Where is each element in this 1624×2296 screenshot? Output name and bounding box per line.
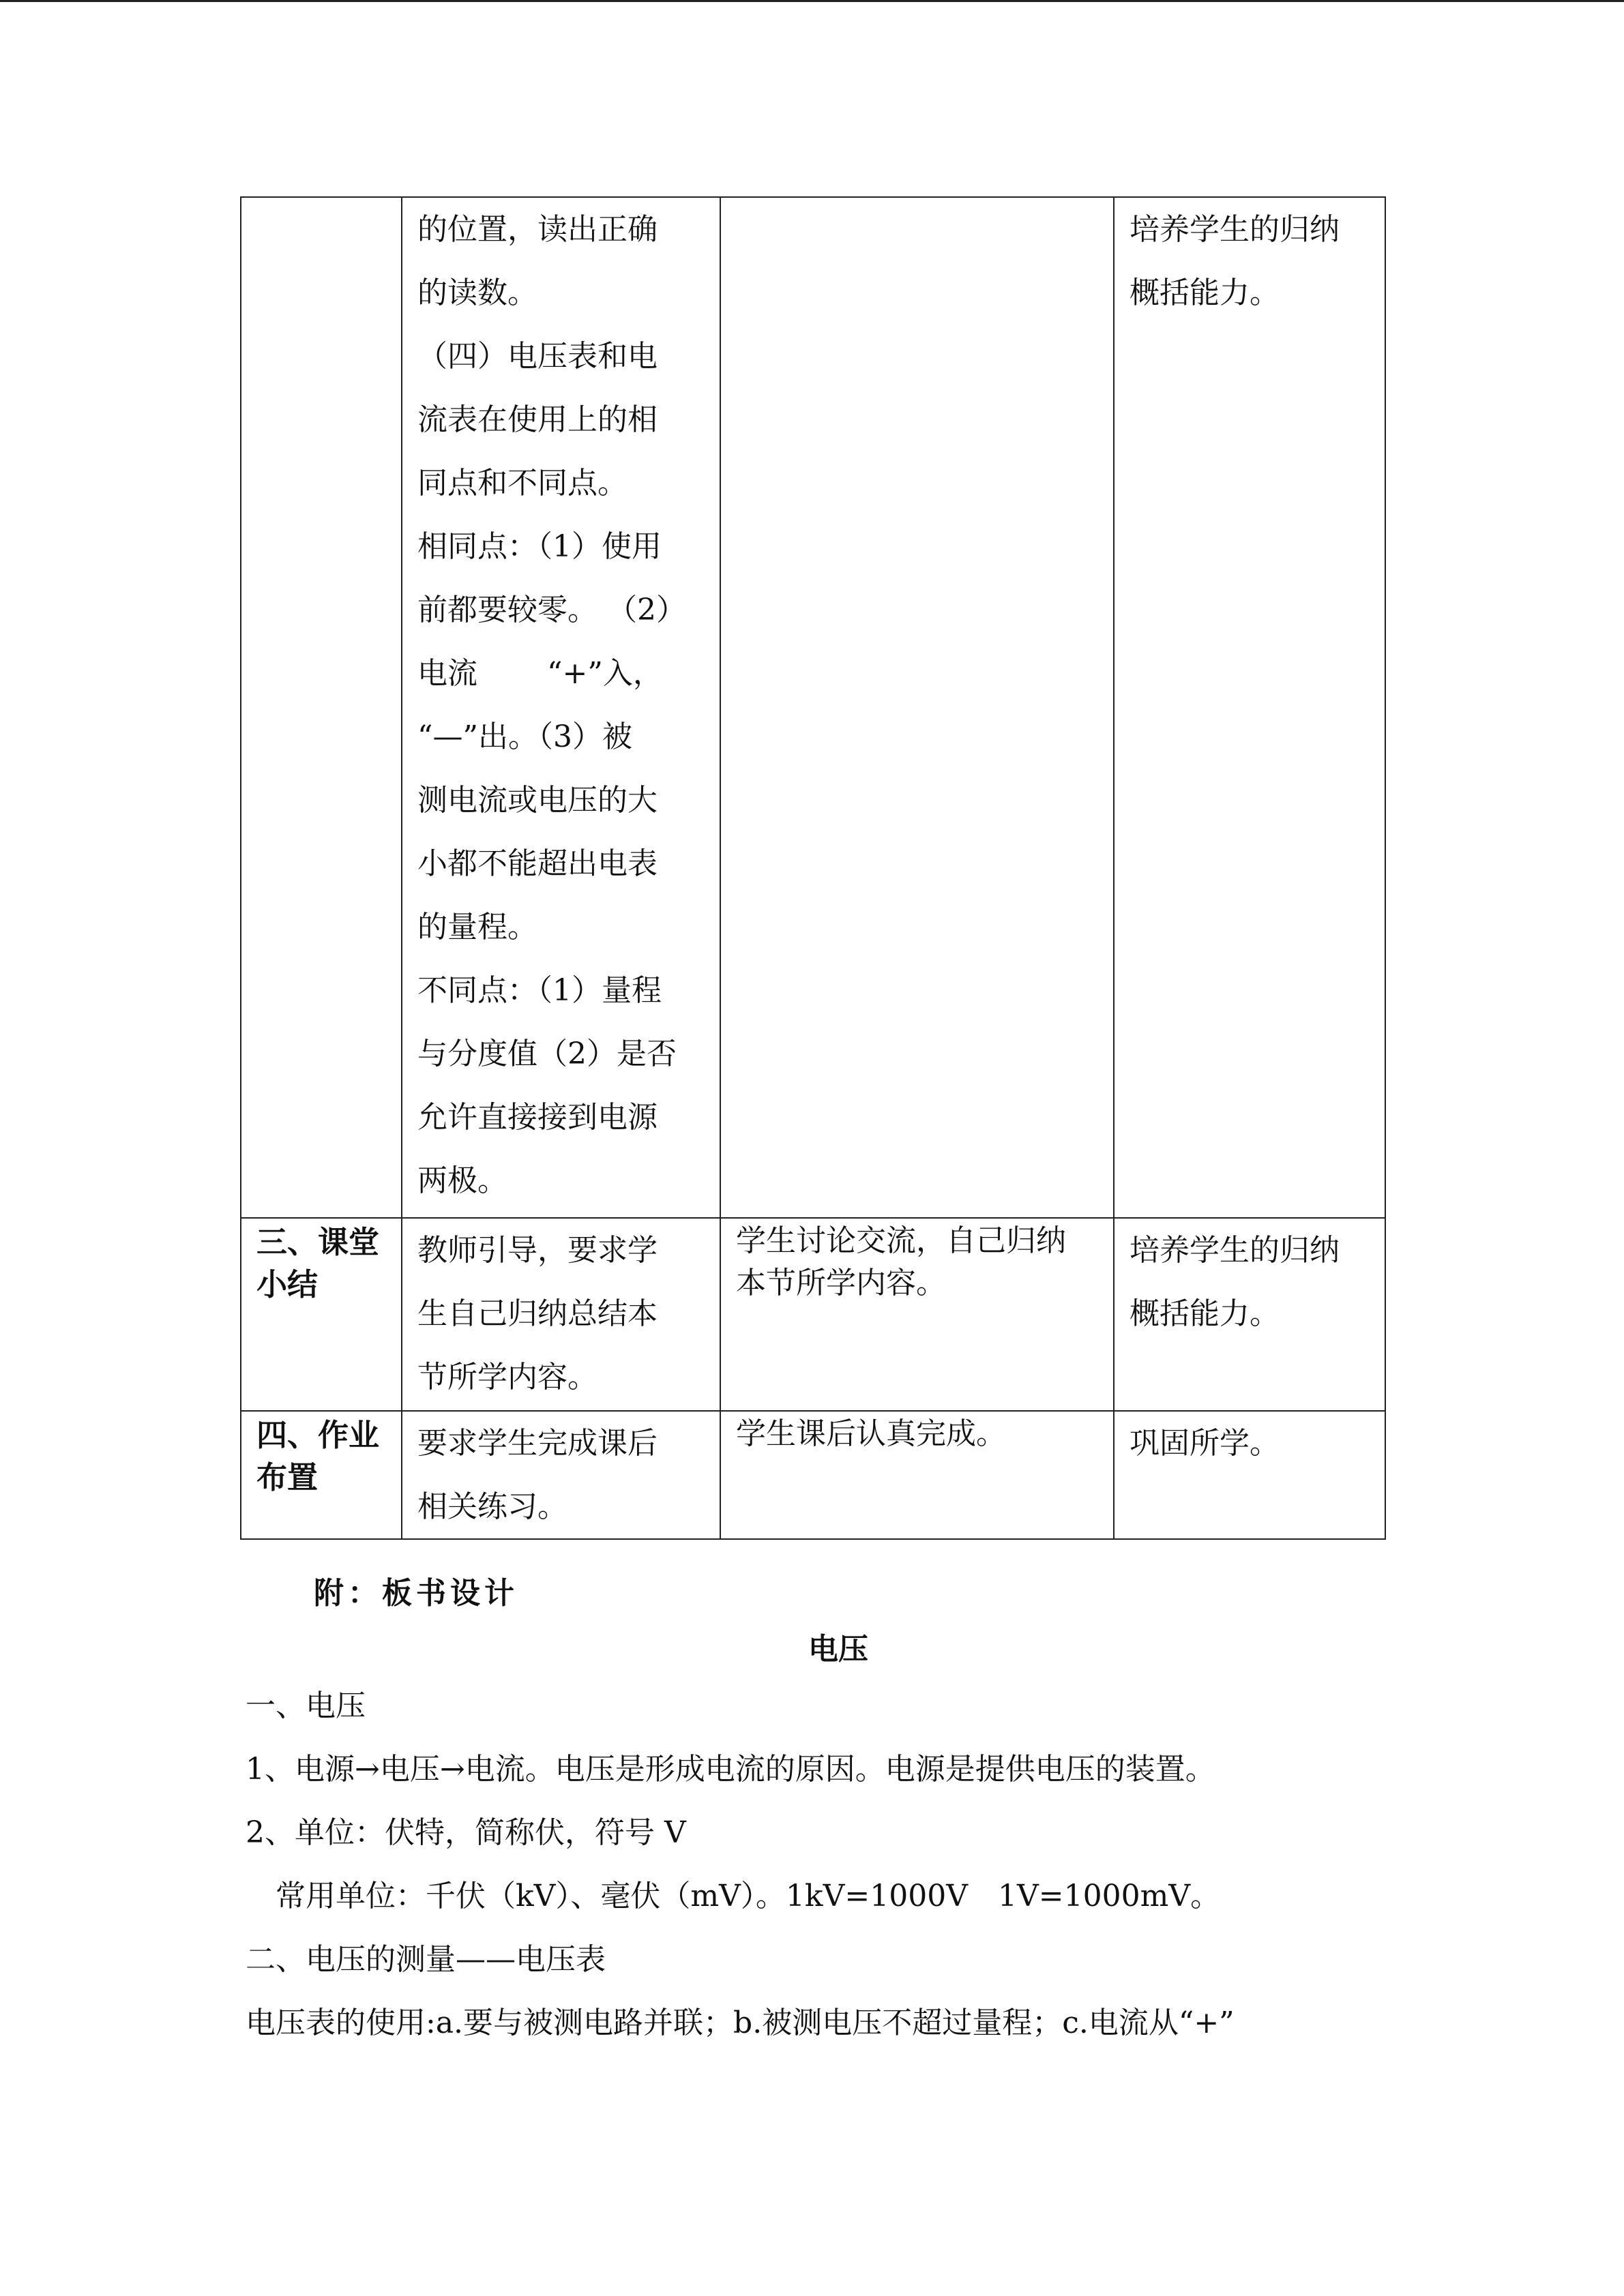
table-row <box>241 197 1385 1218</box>
board-line: 一、电压 <box>246 1688 366 1723</box>
text-line: 不同点：（1）量程 <box>417 973 662 1008</box>
text-line: 相关练习。 <box>417 1489 567 1524</box>
table-row <box>241 1411 1385 1539</box>
text-line: 相同点：（1）使用 <box>417 529 662 564</box>
text-line: （四）电压表和电 <box>417 339 658 374</box>
text-line: 培养学生的归纳 <box>1130 1233 1340 1268</box>
text-line: 节所学内容。 <box>417 1360 597 1395</box>
text-line: 与分度值（2）是否 <box>417 1037 677 1071</box>
text-line: 的量程。 <box>417 910 537 944</box>
text-line: 前都要较零。 （2） <box>417 593 686 627</box>
board-line: 二、电压的测量——电压表 <box>246 1942 606 1977</box>
board-line: 2、单位：伏特，简称伏，符号 V <box>246 1815 686 1850</box>
text-line: 流表在使用上的相 <box>417 402 658 437</box>
stage-label: 小结 <box>256 1266 319 1302</box>
text-line: 同点和不同点。 <box>417 466 628 501</box>
stage-cell <box>241 197 402 1218</box>
stage-label: 三、课堂 <box>256 1224 380 1260</box>
student-activity-cell <box>720 1411 1114 1539</box>
text-line: 概括能力。 <box>1130 1296 1280 1331</box>
stage-cell <box>241 1411 402 1539</box>
text-line: “—”出。（3）被 <box>417 719 632 754</box>
text-line: 学生课后认真完成。 <box>736 1416 1006 1451</box>
text-line: 的位置，读出正确 <box>417 212 658 247</box>
design-purpose-cell <box>1114 1218 1385 1411</box>
student-activity-cell <box>720 197 1114 1218</box>
board-line: 常用单位：千伏（kV）、毫伏（mV）。1kV=1000V 1V=1000mV。 <box>246 1879 1221 1913</box>
text-line: 本节所学内容。 <box>736 1266 946 1300</box>
text-line: 概括能力。 <box>1130 275 1280 310</box>
teacher-activity-cell <box>402 1218 720 1411</box>
design-purpose-cell <box>1114 197 1385 1218</box>
teacher-activity-cell <box>402 197 720 1218</box>
text-line: 电流 “+”入， <box>417 656 663 691</box>
text-line: 巩固所学。 <box>1130 1426 1280 1461</box>
text-line: 要求学生完成课后 <box>417 1426 658 1461</box>
lesson-plan-table <box>240 196 1386 1540</box>
stage-label: 四、作业 <box>256 1417 380 1453</box>
page-top-border <box>0 0 1624 2</box>
teacher-activity-cell <box>402 1411 720 1539</box>
text-line: 生自己归纳总结本 <box>417 1296 658 1331</box>
text-line: 培养学生的归纳 <box>1130 212 1340 247</box>
student-activity-cell <box>720 1218 1114 1411</box>
text-line: 小都不能超出电表 <box>417 846 658 881</box>
board-line: 1、电源→电压→电流。电压是形成电流的原因。电源是提供电压的装置。 <box>246 1752 1215 1787</box>
board-line: 电压表的使用:a.要与被测电路并联；b.被测电压不超过量程；c.电流从“+” <box>246 2006 1235 2040</box>
text-line: 两极。 <box>417 1163 507 1198</box>
text-line: 测电流或电压的大 <box>417 783 658 818</box>
stage-label: 布置 <box>256 1459 319 1495</box>
table-row <box>241 1218 1385 1411</box>
text-line: 教师引导，要求学 <box>417 1233 658 1268</box>
text-line: 允许直接接到电源 <box>417 1100 658 1135</box>
design-purpose-cell <box>1114 1411 1385 1539</box>
stage-cell <box>241 1218 402 1411</box>
text-line: 学生讨论交流，自己归纳 <box>736 1223 1066 1258</box>
appendix-heading: 附：板书设计 <box>314 1576 518 1611</box>
text-line: 的读数。 <box>417 275 537 310</box>
board-title: 电压 <box>808 1632 868 1667</box>
